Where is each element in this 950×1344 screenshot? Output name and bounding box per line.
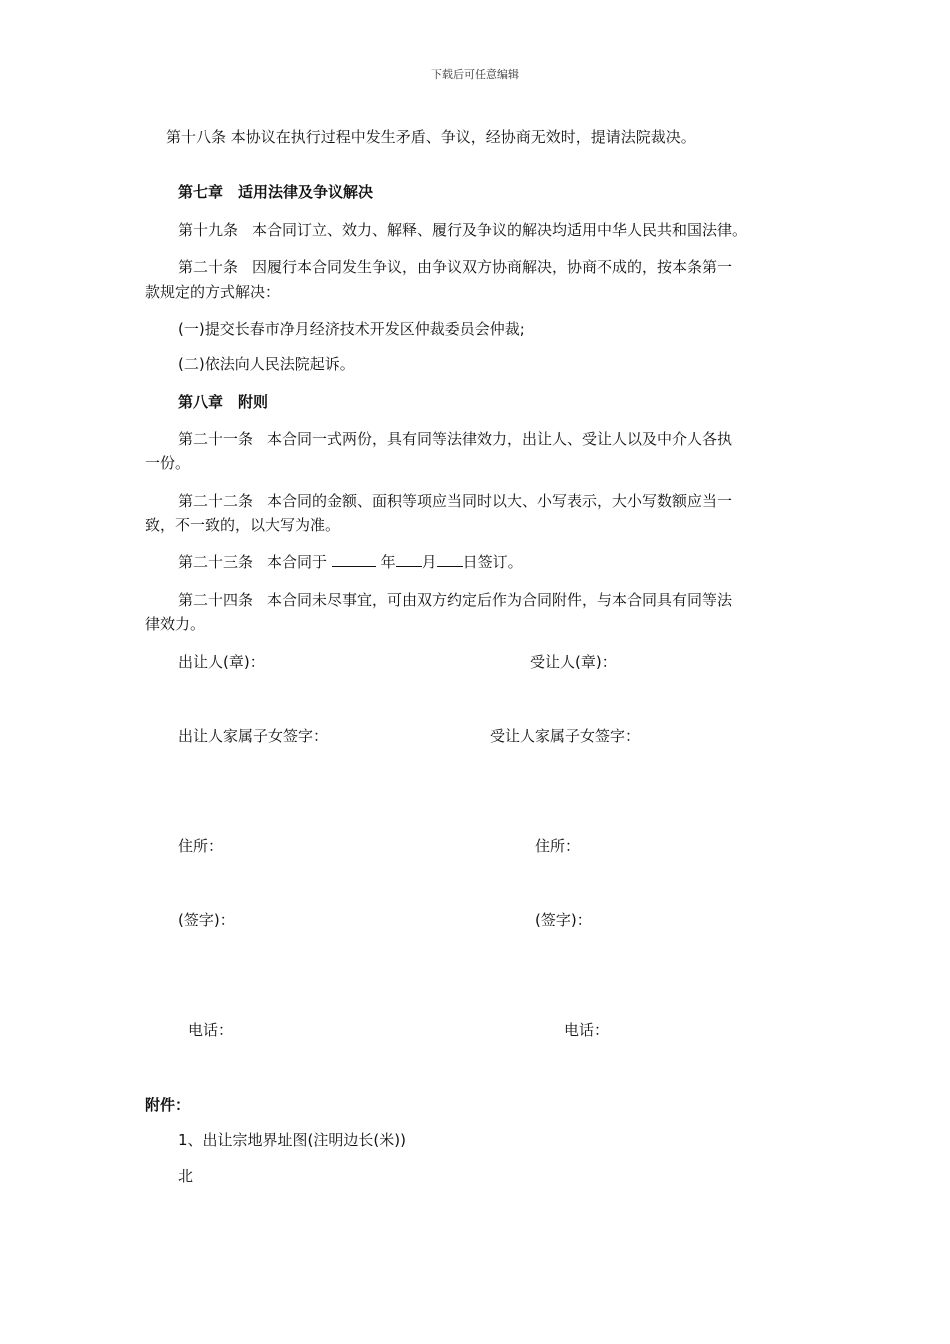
- article-24: [178, 588, 732, 612]
- article-19-number: 第十九条: [178, 221, 239, 239]
- article-19: [178, 218, 747, 242]
- article-23-text: 本合同于: [267, 553, 328, 571]
- article-22: [178, 489, 732, 513]
- article-22-text: 本合同的金额、面积等项应当同时以大、小写表示，大小写数额应当一: [267, 492, 733, 510]
- article-23: [178, 550, 523, 574]
- attachment-heading: 附件：: [145, 1096, 191, 1114]
- buyer-seal-label: 受让人(章)：: [530, 653, 617, 671]
- article-20-continued: 款规定的方式解决：: [145, 283, 281, 301]
- article-18: 第十八条 本协议在执行过程中发生矛盾、争议，经协商无效时，提请法院裁决。: [166, 128, 696, 146]
- article-20-text: 因履行本合同发生争议，由争议双方协商解决，协商不成的，按本条第一: [252, 258, 733, 276]
- north-label: 北: [178, 1167, 194, 1185]
- year-label: 年: [380, 553, 396, 571]
- article-23-number: 第二十三条: [178, 553, 254, 571]
- article-22-continued: 致，不一致的，以大写为准。: [145, 516, 341, 534]
- month-blank[interactable]: [396, 552, 422, 567]
- attachment-item-1: 1、出让宗地界址图(注明边长(米)): [178, 1131, 406, 1149]
- article-20-number: 第二十条: [178, 258, 239, 276]
- chapter-7-heading: 第七章 适用法律及争议解决: [178, 183, 374, 201]
- month-label: 月: [421, 553, 437, 571]
- article-21-number: 第二十一条: [178, 430, 254, 448]
- article-24-continued: 律效力。: [145, 615, 206, 633]
- buyer-signature-label: (签字)：: [535, 911, 592, 929]
- dispute-option-1: (一)提交长春市净月经济技术开发区仲裁委员会仲裁;: [178, 320, 525, 338]
- article-24-number: 第二十四条: [178, 591, 254, 609]
- buyer-phone-label: 电话：: [564, 1021, 610, 1039]
- article-21-text: 本合同一式两份，具有同等法律效力，出让人、受让人以及中介人各执: [267, 430, 733, 448]
- buyer-family-signature-label: 受让人家属子女签字：: [490, 727, 641, 745]
- day-label: 日签订。: [462, 553, 523, 571]
- seller-phone-label: 电话：: [188, 1021, 234, 1039]
- chapter-8-heading: 第八章 附则: [178, 393, 269, 411]
- dispute-option-2: (二)依法向人民法院起诉。: [178, 355, 355, 373]
- seller-seal-label: 出让人(章)：: [178, 653, 265, 671]
- article-24-text: 本合同未尽事宜，可由双方约定后作为合同附件，与本合同具有同等法: [267, 591, 733, 609]
- article-19-text: 本合同订立、效力、解释、履行及争议的解决均适用中华人民共和国法律。: [252, 221, 748, 239]
- article-22-number: 第二十二条: [178, 492, 254, 510]
- day-blank[interactable]: [437, 552, 463, 567]
- page-header: 下载后可任意编辑: [431, 68, 519, 81]
- year-blank[interactable]: [332, 552, 376, 567]
- seller-address-label: 住所：: [178, 837, 224, 855]
- seller-signature-label: (签字)：: [178, 911, 235, 929]
- buyer-address-label: 住所：: [535, 837, 581, 855]
- article-20: [178, 255, 732, 279]
- article-21: [178, 427, 732, 451]
- article-21-continued: 一份。: [145, 454, 191, 472]
- seller-family-signature-label: 出让人家属子女签字：: [178, 727, 329, 745]
